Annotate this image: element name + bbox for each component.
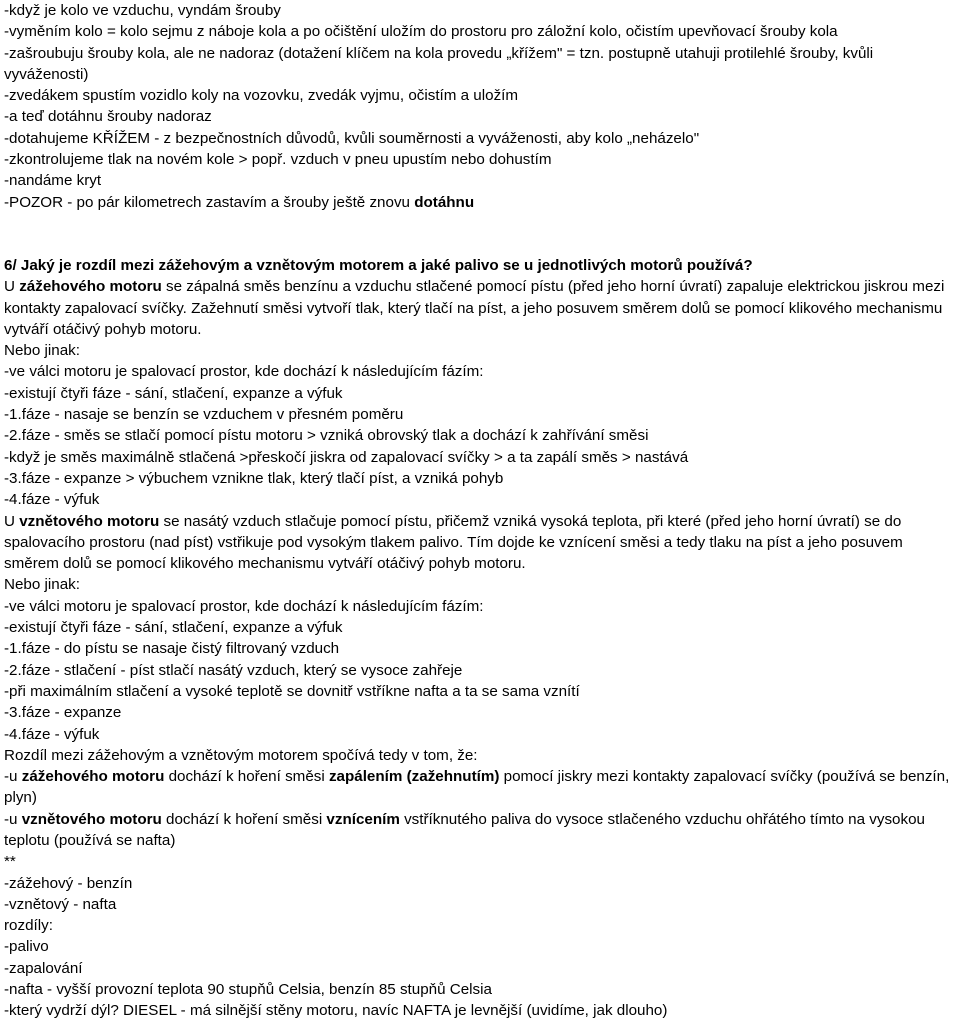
text-line: -ve válci motoru je spalovací prostor, kde dochází k následujícím fázím: xyxy=(4,597,484,615)
text-line: -4.fáze - výfuk xyxy=(4,725,100,743)
text-line: -3.fáze - expanze > výbuchem vznikne tlak, který tlačí píst, a vzniká pohyb xyxy=(4,469,504,487)
text-line: -existují čtyři fáze - sání, stlačení, expanze a výfuk xyxy=(4,384,343,402)
text-line: -3.fáze - expanze xyxy=(4,704,122,722)
text-line: -a teď dotáhnu šrouby nadoraz xyxy=(4,108,212,126)
text-line: -zvedákem spustím vozidlo koly na vozovku, zvedák vyjmu, očistím a uložím xyxy=(4,87,519,105)
vznet-intro: U vznětového motoru se nasátý vzduch stlačuje pomocí pístu, přičemž vzniká vysoká teplota, při které (před jeho horní úvratí) se do spalovacího prostoru (nad píst) vstřikuje pod vysokým tlakem palivo. Tím dojde ke vznícení směsi a tedy tlaku na píst a jeho posuvem směrem dolů se pomocí klikového mechanismu vytváří otáčivý pohyb motoru. xyxy=(4,512,903,573)
question-6-section xyxy=(4,255,958,1022)
text-line: -vznětový - nafta xyxy=(4,895,117,913)
text-line: -2.fáze - směs se stlačí pomocí pístu motoru > vzniká obrovský tlak a dochází k zahřívání směsi xyxy=(4,427,649,445)
text-line: rozdíly: xyxy=(4,917,53,935)
text-line: Nebo jinak: xyxy=(4,576,80,594)
text-line: -vyměním kolo = kolo sejmu z náboje kola a po očištění uložím do prostoru pro záložní kolo, očistím upevňovací šrouby kola xyxy=(4,23,838,41)
text-line: -zážehový - benzín xyxy=(4,874,133,892)
text-line: Nebo jinak: xyxy=(4,342,80,360)
text-line: -4.fáze - výfuk xyxy=(4,491,100,509)
section-gap xyxy=(4,213,958,255)
text-line: -existují čtyři fáze - sání, stlačení, expanze a výfuk xyxy=(4,619,343,637)
text-line: -nafta - vyšší provozní teplota 90 stupňů Celsia, benzín 85 stupňů Celsia xyxy=(4,981,492,999)
text-line: -zašroubuju šrouby kola, ale ne nadoraz (dotažení klíčem na kola provedu „křížem" = tzn. postupně utahuji protilehlé šrouby, kvůli vyváženosti) xyxy=(4,44,874,83)
text-line: -1.fáze - do pístu se nasaje čistý filtrovaný vzduch xyxy=(4,640,340,658)
text-line: -který vydrží dýl? DIESEL - má silnější stěny motoru, navíc NAFTA je levnější (uvidíme, jak dlouho) xyxy=(4,1002,668,1020)
text-line: -2.fáze - stlačení - píst stlačí nasátý vzduch, který se vysoce zahřeje xyxy=(4,661,463,679)
zazeh-intro: U zážehového motoru se zápalná směs benzínu a vzduchu stlačené pomocí pístu (před jeho horní úvratí) zapaluje elektrickou jiskrou mezi kontakty zapalovací svíčky. Zažehnutí směsi vytvoří tlak, který tlačí na píst, a jeho posuvem směrem dolů se pomocí klikového mechanismu vytváří otáčivý pohyb motoru. xyxy=(4,278,945,338)
difference-zazeh: -u zážehového motoru dochází k hoření směsi zapálením (zažehnutím) pomocí jiskry mezi kontakty zapalovací svíčky (používá se benzín, plyn) xyxy=(4,768,950,807)
text-line: -dotahujeme KŘÍŽEM - z bezpečnostních důvodů, kvůli souměrnosti a vyváženosti, aby kolo „neházelo" xyxy=(4,129,700,147)
pozor-bold: dotáhnu xyxy=(414,193,475,211)
text-line: -zkontrolujeme tlak na novém kole > popř. vzduch v pneu upustím nebo dohustím xyxy=(4,151,552,169)
wheel-change-steps xyxy=(4,0,958,213)
text-line: -zapalování xyxy=(4,959,83,977)
question-heading: 6/ Jaký je rozdíl mezi zážehovým a vznětovým motorem a jaké palivo se u jednotlivých motorů používá? xyxy=(4,256,753,274)
text-line: -ve válci motoru je spalovací prostor, kde dochází k následujícím fázím: xyxy=(4,363,484,381)
text-line: Rozdíl mezi zážehovým a vznětovým motorem spočívá tedy v tom, že: xyxy=(4,746,478,764)
text-line: -když je kolo ve vzduchu, vyndám šrouby xyxy=(4,2,281,19)
pozor-text: -POZOR - po pár kilometrech zastavím a šrouby ještě znovu xyxy=(4,193,415,211)
text-line: -nandáme kryt xyxy=(4,172,102,190)
text-line: -když je směs maximálně stlačená >přeskočí jiskra od zapalovací svíčky > a ta zapálí směs > nastává xyxy=(4,448,689,466)
text-line: -1.fáze - nasaje se benzín se vzduchem v přesném poměru xyxy=(4,406,404,424)
difference-vznet: -u vznětového motoru dochází k hoření směsi vznícením vstříknutého paliva do vysoce stlačeného vzduchu ohřátého tímto na vysokou teplotu (používá se nafta) xyxy=(4,810,925,849)
text-line: -při maximálním stlačení a vysoké teplotě se dovnitř vstříkne nafta a ta se sama vznítí xyxy=(4,682,580,700)
pozor-line xyxy=(4,192,958,213)
text-line: ** xyxy=(4,853,16,871)
text-line: -palivo xyxy=(4,938,49,956)
